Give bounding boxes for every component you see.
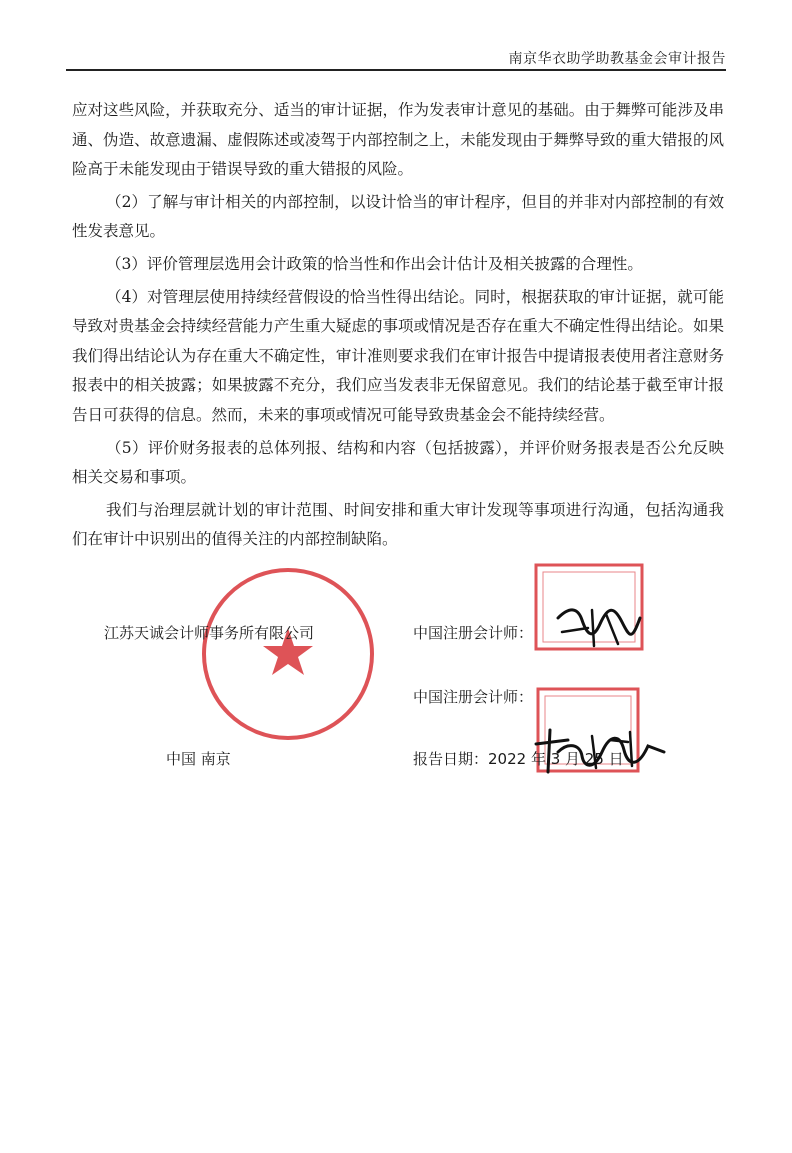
paragraph-item-5: （5）评价财务报表的总体列报、结构和内容（包括披露），并评价财务报表是否公允反映相关交易和事项。	[72, 438, 724, 487]
cpa-label-1: 中国注册会计师：	[413, 624, 534, 642]
paragraph-item-4: （4）对管理层使用持续经营假设的恰当性得出结论。同时，根据获取的审计证据，就可能导致对贵基金会持续经营能力产生重大疑虑的事项或情况是否存在重大不确定性得出结论。如果我们得出结论认为存在重大不确定性，审计准则要求我们在审计报告中提请报表使用者注意财务报表中的相关披露；如果披露不充分，我们应当发表非无保留意见。我们的结论基于截至审计报告日可获得的信息。然而，未来的事项或情况可能导致贵基金会不能持续经营。	[72, 287, 724, 424]
cpa-label-2: 中国注册会计师：	[413, 688, 534, 706]
paragraph-risk-continuation: 应对这些风险，并获取充分、适当的审计证据，作为发表审计意见的基础。由于舞弊可能涉及串通、伪造、故意遗漏、虚假陈述或凌驾于内部控制之上，未能发现由于舞弊导致的重大错报的风险高于未能发现由于错误导致的重大错报的风险。	[72, 101, 724, 179]
handwritten-signature-1	[548, 598, 644, 654]
paragraph-item-3: （3）评价管理层选用会计政策的恰当性和作出会计估计及相关披露的合理性。	[106, 254, 643, 273]
report-header-title: 南京华衣助学助教基金会审计报告	[508, 51, 726, 67]
report-date: 报告日期：2022 年 3 月 25 日	[413, 750, 624, 768]
handwritten-signature-2	[528, 722, 668, 778]
paragraph-item-2: （2）了解与审计相关的内部控制，以设计恰当的审计程序，但目的并非对内部控制的有效性发表意见。	[72, 192, 724, 241]
firm-name: 江苏天诚会计师事务所有限公司	[104, 624, 315, 642]
report-body	[72, 96, 724, 558]
location: 中国 南京	[166, 750, 231, 768]
paragraph-communication: 我们与治理层就计划的审计范围、时间安排和重大审计发现等事项进行沟通，包括沟通我们在审计中识别出的值得关注的内部控制缺陷。	[72, 500, 724, 549]
header-divider	[66, 69, 726, 71]
firm-seal-stamp	[200, 566, 376, 742]
